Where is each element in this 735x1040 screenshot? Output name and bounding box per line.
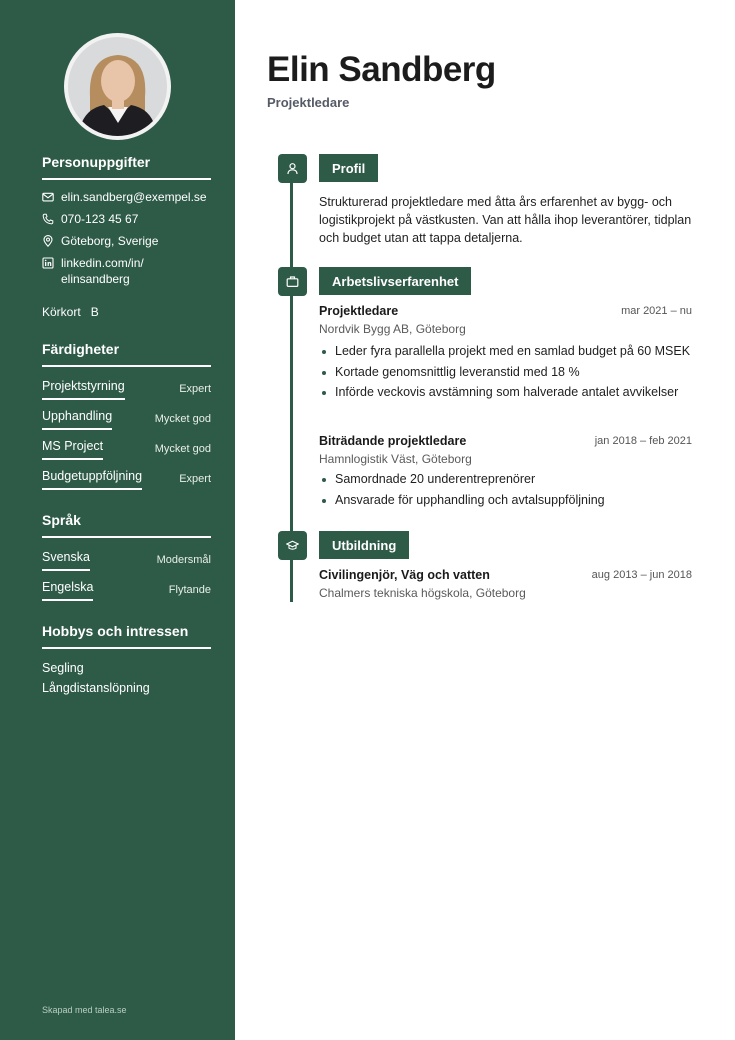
hobby-item: Långdistanslöpning	[42, 681, 150, 695]
mail-icon	[42, 191, 54, 203]
skill-level: Expert	[179, 383, 211, 395]
education-date: aug 2013 – jun 2018	[591, 569, 692, 581]
profile-summary: Strukturerad projektledare med åtta års erfarenhet av bygg- och logistikprojekt på västkusten. Van att hålla ihop leverantörer, tidplan och budget utan att tappa detaljerna.	[319, 195, 692, 245]
language-name: Svenska	[42, 550, 90, 571]
skill-name: Budgetuppföljning	[42, 469, 142, 490]
job-bullet: Kortade genomsnittlig leveranstid med 18 %	[319, 364, 699, 381]
job-bullets	[319, 343, 699, 405]
profile-photo	[64, 33, 171, 140]
skill-level: Mycket god	[154, 443, 211, 455]
person-icon	[278, 154, 307, 183]
job-bullet: Införde veckovis avstämning som halverade antalet avvikelser	[319, 384, 699, 401]
job-title: Biträdande projektledare	[319, 434, 467, 448]
skills-heading: Färdigheter	[42, 341, 211, 367]
skill-name: Projektstyrning	[42, 379, 125, 400]
hobbies-list	[42, 658, 211, 698]
profile-heading: Profil	[319, 154, 378, 182]
person-name: Elin Sandberg	[267, 50, 496, 89]
skills-list	[42, 376, 211, 496]
job-title: Projektledare	[319, 304, 399, 318]
footer-credit: Skapad med talea.se	[42, 1005, 127, 1015]
license-label: Körkort	[42, 305, 81, 319]
job-organization: Hamnlogistik Väst, Göteborg	[319, 452, 472, 466]
contact-linkedin[interactable]	[42, 255, 211, 287]
briefcase-icon	[278, 267, 307, 296]
skill-item	[42, 466, 211, 496]
contact-phone[interactable]	[42, 211, 211, 227]
job-bullets	[319, 471, 699, 512]
contact-location-text: Göteborg, Sverige	[61, 234, 159, 248]
drivers-license	[42, 305, 211, 319]
skill-name: Upphandling	[42, 409, 112, 430]
language-item	[42, 577, 211, 607]
job-bullet: Ansvarade för upphandling och avtalsuppföljning	[319, 492, 699, 509]
linkedin-icon	[42, 257, 54, 269]
person-role: Projektledare	[267, 95, 350, 110]
language-level: Flytande	[168, 584, 211, 596]
contact-linkedin-text: linkedin.com/in/ elinsandberg	[61, 256, 144, 286]
skill-item	[42, 436, 211, 466]
job-bullet: Samordnade 20 underentreprenörer	[319, 471, 699, 488]
language-level: Modersmål	[156, 554, 211, 566]
job-organization: Nordvik Bygg AB, Göteborg	[319, 322, 466, 336]
skill-level: Expert	[179, 473, 211, 485]
job-date: mar 2021 – nu	[621, 305, 692, 317]
education-title: Civilingenjör, Väg och vatten	[319, 568, 490, 582]
skill-item	[42, 406, 211, 436]
contact-phone-text: 070-123 45 67	[61, 212, 139, 226]
sidebar	[0, 0, 235, 1040]
languages-list	[42, 547, 211, 607]
contact-location	[42, 233, 211, 249]
phone-icon	[42, 213, 54, 225]
skill-name: MS Project	[42, 439, 103, 460]
hobbies-heading: Hobbys och intressen	[42, 623, 211, 649]
education-school: Chalmers tekniska högskola, Göteborg	[319, 586, 526, 600]
personal-heading: Personuppgifter	[42, 154, 211, 180]
contact-email-text: elin.sandberg@exempel.se	[61, 190, 207, 204]
avatar	[68, 37, 167, 136]
hobby-item: Segling	[42, 661, 84, 675]
skill-level: Mycket god	[154, 413, 211, 425]
contact-email[interactable]	[42, 189, 211, 205]
job-bullet: Leder fyra parallella projekt med en samlad budget på 60 MSEK	[319, 343, 699, 360]
job-date: jan 2018 – feb 2021	[594, 435, 692, 447]
language-name: Engelska	[42, 580, 93, 601]
graduation-cap-icon	[278, 531, 307, 560]
location-icon	[42, 235, 54, 247]
languages-heading: Språk	[42, 512, 211, 538]
skill-item	[42, 376, 211, 406]
education-heading: Utbildning	[319, 531, 409, 559]
language-item	[42, 547, 211, 577]
license-value: B	[90, 305, 99, 319]
experience-heading: Arbetslivserfarenhet	[319, 267, 471, 295]
sidebar-content	[42, 154, 211, 698]
